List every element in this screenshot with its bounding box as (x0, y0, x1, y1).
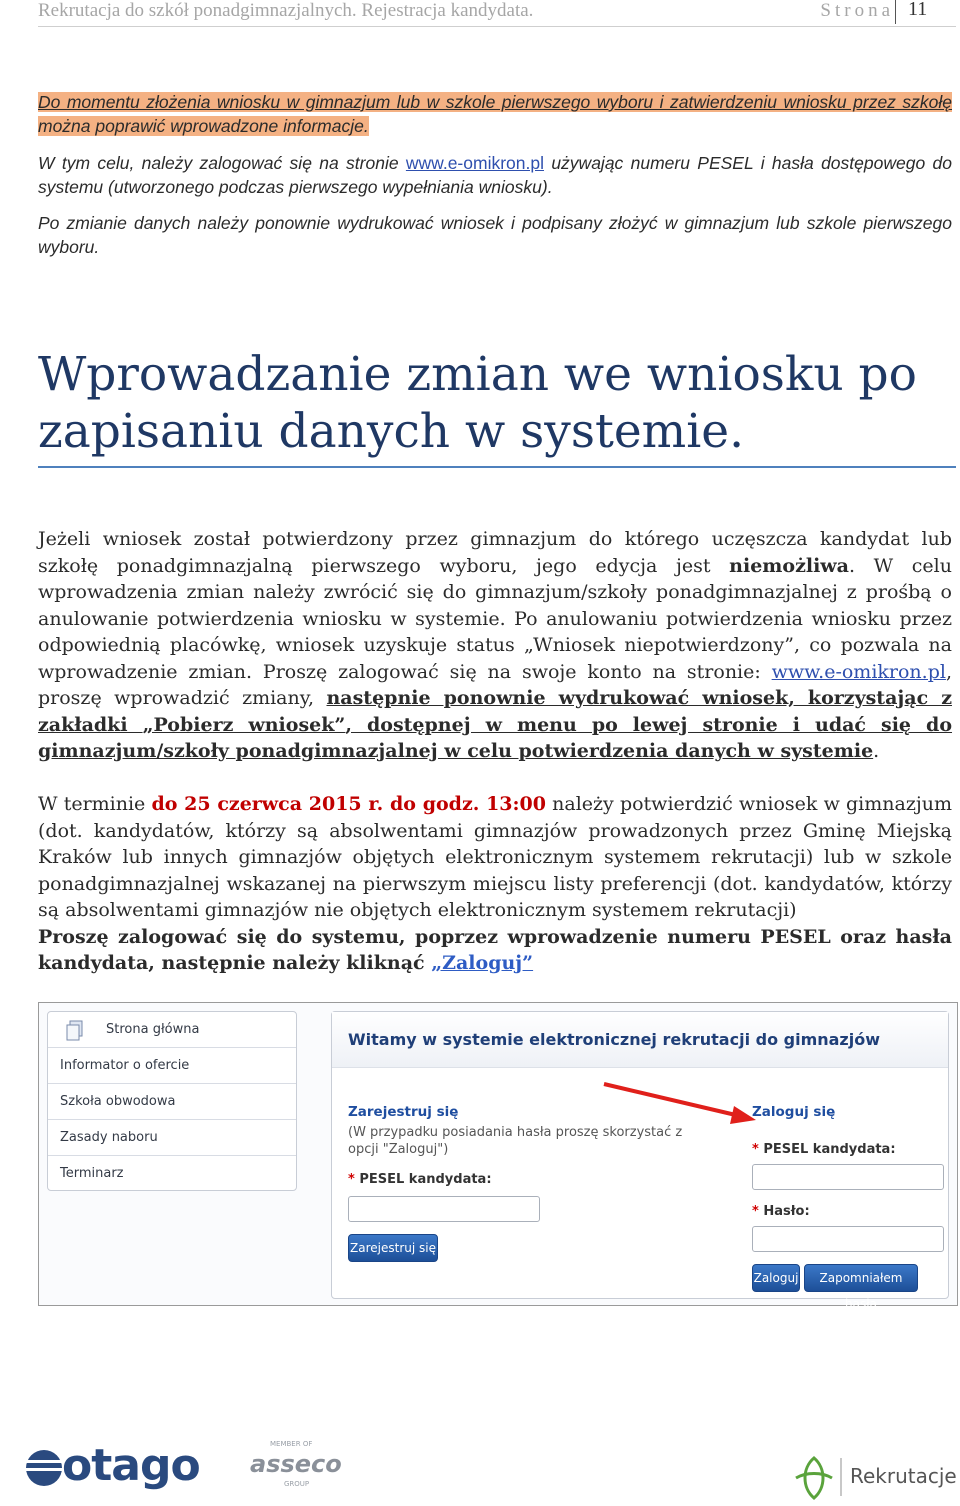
intro-p2-text-after: używając numeru PESEL i hasła dostępowego do systemu (utworzonego podczas pierwszego wypełniania wniosku). (38, 153, 952, 197)
intro-highlight-underlined: Do momentu złożenia wniosku w gimnazjum lub w szkole pierwszego wyboru i zatwierdzeniu wniosku przez szkołę (38, 92, 952, 112)
asseco-top: MEMBER OF (270, 1440, 313, 1448)
otago-text: otago (62, 1440, 200, 1491)
otago-logo (20, 1438, 220, 1494)
label-text: PESEL kandydata: (359, 1172, 492, 1187)
register-pesel-input[interactable] (348, 1196, 540, 1222)
login-button[interactable]: Zaloguj (752, 1264, 800, 1292)
sidebar-label: Szkoła obwodowa (60, 1094, 176, 1109)
required-mark: * (348, 1172, 355, 1187)
register-pesel-label (348, 1172, 492, 1187)
p1-text: Jeżeli wniosek został potwierdzony przez gimnazjum do którego uczęszcza kandydat lub szkołę ponadgimnazjalną pierwszego wyboru, jego edycja jest (38, 528, 952, 577)
rekrutacje-text: Rekrutacje (850, 1464, 957, 1488)
label-text: Hasło: (763, 1204, 810, 1219)
rekrutacje-logo (792, 1454, 957, 1502)
rekrutacje-leaf-icon (792, 1454, 836, 1502)
page-header (38, 0, 956, 27)
p2-text: W terminie (38, 793, 152, 815)
p1-text-3: , proszę wprowadzić zmiany, (38, 660, 952, 709)
asseco-text: asseco (250, 1450, 342, 1478)
register-note: (W przypadku posiadania hasła proszę skorzystać z opcji "Zaloguj") (348, 1125, 683, 1157)
forgot-password-button[interactable]: Zapomniałem hasła (804, 1264, 918, 1292)
sidebar-item-rules[interactable] (48, 1120, 296, 1156)
zaloguj-reference: „Zaloguj” (431, 952, 534, 974)
p1-bold: niemożliwa (729, 554, 849, 577)
section-title: Wprowadzanie zmian we wniosku po zapisaniu danych w systemie. (38, 347, 917, 459)
p1-text-2: . W celu wprowadzenia zmian należy zwrócić się do gimnazjum/szkoły ponadgimnazjalnej z prośbą o anulowanie potwierdzenia wniosku w systemie. Po anulowaniu potwierdzenia wniosku przez odpowiednią placówkę, wniosek uzyskuje status „Wniosek niepotwierdzony”, co pozwala na wprowadzenie zmian. Proszę zalogować się na swoje konto na stronie: (38, 554, 952, 683)
system-screenshot (38, 1002, 958, 1311)
login-pesel-input[interactable] (752, 1164, 944, 1190)
required-mark: * (752, 1204, 759, 1219)
p1-instruction-2: „Pobierz wniosek” (142, 713, 346, 736)
sidebar-item-offer[interactable] (48, 1048, 296, 1084)
header-page-label: Strona (820, 0, 894, 21)
welcome-panel (331, 1011, 949, 1311)
title-underline (38, 466, 956, 468)
sidebar-item-schedule[interactable] (48, 1156, 296, 1192)
logo-divider (840, 1458, 842, 1496)
login-title: Zaloguj się (752, 1104, 836, 1120)
omikron-link-2[interactable]: www.e-omikron.pl (771, 660, 946, 683)
omikron-link[interactable]: www.e-omikron.pl (405, 153, 544, 173)
body-paragraph-1 (38, 526, 952, 765)
required-mark: * (752, 1142, 759, 1157)
intro-highlight: można poprawić wprowadzone informacje. (38, 116, 369, 136)
sidebar-item-district-school[interactable] (48, 1084, 296, 1120)
p2-bold: Proszę zalogować się do systemu, poprzez wprowadzenie numeru PESEL oraz hasła kandydata, następnie należy kliknąć (38, 925, 952, 974)
asseco-logo (250, 1440, 360, 1496)
sidebar-item-home[interactable] (48, 1012, 296, 1048)
p1-instruction-3: , dostępnej w menu po lewej stronie i udać się do gimnazjum/szkoły ponadgimnazjalnej w celu potwierdzenia danych w systemie (38, 713, 953, 762)
panel-title: Witamy w systemie elektronicznej rekrutacji do gimnazjów (332, 1012, 948, 1068)
header-page-number: 11 (895, 0, 956, 24)
asseco-bottom: GROUP (284, 1480, 310, 1488)
p1-period: . (873, 740, 880, 762)
login-password-input[interactable] (752, 1226, 944, 1252)
login-password-label (752, 1204, 810, 1219)
intro-paragraph-1 (38, 90, 952, 138)
sidebar-label: Informator o ofercie (60, 1058, 190, 1073)
red-arrow-icon (600, 1078, 760, 1130)
p2-text-2: należy potwierdzić wniosek w gimnazjum (dot. kandydatów, którzy są absolwentami gimnazjów prowadzonych przez Gminę Miejską Kraków lub innych gimnazjów objętych elektronicznym systemem rekrutacji) lub w szkole ponadgimnazjalnej wskazanej na pierwszym miejscu listy preferencji (dot. kandydatów, którzy są absolwentami gimnazjów nie objętych elektronicznym systemem rekrutacji) (38, 793, 952, 921)
sidebar-menu (47, 1011, 297, 1191)
sidebar-label: Terminarz (60, 1166, 124, 1181)
sidebar-label: Zasady naboru (60, 1130, 158, 1145)
intro-p2-text: W tym celu, należy zalogować się na stronie (38, 153, 406, 173)
label-text: PESEL kandydata: (763, 1142, 896, 1157)
body-paragraph-2 (38, 791, 952, 977)
document-icon (66, 1020, 84, 1042)
intro-paragraph-2 (38, 151, 952, 199)
register-button[interactable]: Zarejestruj się (348, 1234, 438, 1262)
register-title: Zarejestruj się (348, 1104, 459, 1120)
sidebar-label: Strona główna (106, 1022, 200, 1037)
header-title: Rekrutacja do szkół ponadgimnazjalnych. Rejestracja kandydata. (38, 0, 534, 21)
p1-instruction-1: następnie ponownie wydrukować wniosek, korzystając z zakładki (38, 687, 952, 736)
intro-paragraph-3: Po zmianie danych należy ponownie wydrukować wniosek i podpisany złożyć w gimnazjum lub szkole pierwszego wyboru. (38, 213, 952, 257)
deadline-text: do 25 czerwca 2015 r. do godz. 13:00 (151, 793, 546, 815)
login-pesel-label (752, 1142, 896, 1157)
